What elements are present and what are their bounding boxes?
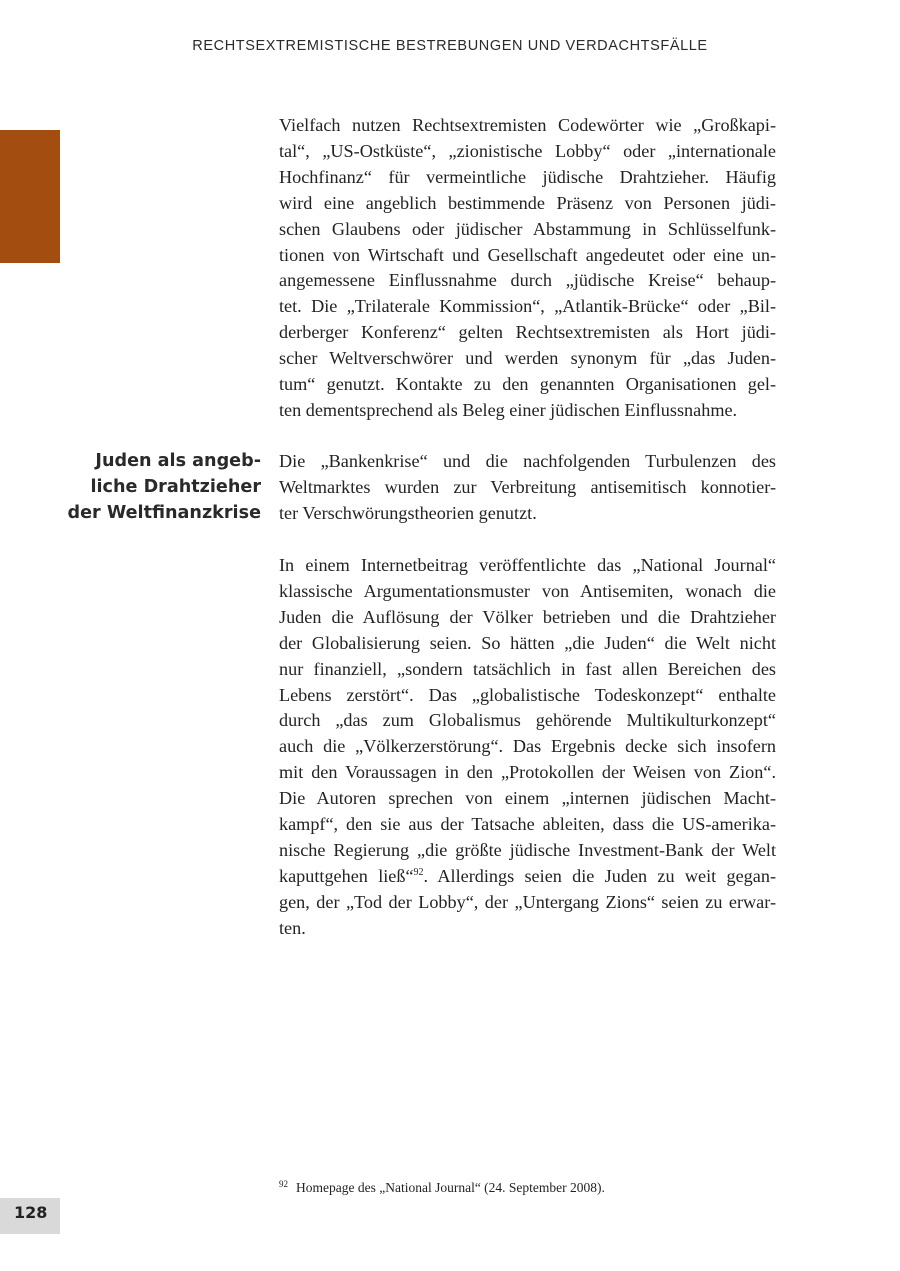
text-line: derberger Konferenz“ gelten Rechtsextremisten als Hort jüdi- <box>279 322 776 343</box>
text-line: ten. <box>279 917 306 938</box>
text-line: der Globalisierung seien. So hätten „die Juden“ die Welt nicht <box>279 632 776 653</box>
text-line: tal“, „US-Ostküste“, „zionistische Lobby“ oder „internationale <box>279 140 776 161</box>
text-line: tet. Die „Trilaterale Kommission“, „Atlantik-Brücke“ oder „Bil- <box>279 296 776 317</box>
text-line: gen, der „Tod der Lobby“, der „Untergang Zions“ seien zu erwar- <box>279 891 776 912</box>
text-line: mit den Voraussagen in den „Protokollen der Weisen von Zion“. <box>279 762 776 783</box>
running-header: RECHTSEXTREMISTISCHE BESTREBUNGEN UND VERDACHTSFÄLLE <box>192 38 708 54</box>
margin-heading-line: der Weltfinanzkrise <box>67 502 261 523</box>
text-line: Die Autoren sprechen von einem „internen jüdischen Macht- <box>279 788 776 809</box>
footnote-number: 92 <box>279 1179 288 1189</box>
text-fragment: . Allerdings seien die Juden zu weit gegan- <box>423 865 777 886</box>
margin-heading-line: liche Drahtzieher <box>90 476 261 497</box>
text-fragment: kaputtgehen ließ“ <box>279 865 414 886</box>
paragraph-codewords <box>279 113 776 424</box>
text-line: durch „das zum Globalismus gehörende Multikulturkonzept“ <box>279 710 776 731</box>
text-line: Juden die Auflösung der Völker betrieben und die Drahtzieher <box>279 606 776 627</box>
text-line: wird eine angeblich bestimmende Präsenz von Personen jüdi- <box>279 192 776 213</box>
text-line: Lebens zerstört“. Das „globalistische Todeskonzept“ enthalte <box>279 684 776 705</box>
margin-heading <box>40 449 261 527</box>
chapter-tab-marker <box>0 130 60 263</box>
text-line: schen Glaubens oder jüdischer Abstammung in Schlüsselfunk- <box>279 218 776 239</box>
text-line: Weltmarktes wurden zur Verbreitung antisemitisch konnotier- <box>279 476 776 497</box>
page-number: 128 <box>14 1203 48 1222</box>
paragraph-bankenkrise <box>279 449 776 527</box>
text-line: Vielfach nutzen Rechtsextremisten Codewörter wie „Großkapi- <box>279 115 776 135</box>
text-line: nur finanziell, „sondern tatsächlich in fast allen Bereichen des <box>279 658 776 679</box>
text-line: auch die „Völkerzerstörung“. Das Ergebnis decke sich insofern <box>279 736 776 757</box>
text-line: Hochfinanz“ für vermeintliche jüdische Drahtzieher. Häufig <box>279 166 776 187</box>
margin-heading-line: Juden als angeb- <box>95 451 261 471</box>
text-line: angemessene Einflussnahme durch „jüdische Kreise“ behaup- <box>279 270 776 291</box>
footnote-reference[interactable]: 92 <box>413 866 424 878</box>
text-line: nische Regierung „die größte jüdische Investment-Bank der Welt <box>279 839 776 860</box>
footnote <box>279 1180 605 1196</box>
text-line: kampf“, den sie aus der Tatsache ableiten, dass die US-amerika- <box>279 814 776 835</box>
text-line: In einem Internetbeitrag veröffentlichte das „National Journal“ <box>279 555 776 575</box>
text-line: scher Weltverschwörer und werden synonym für „das Juden- <box>279 348 776 369</box>
paragraph-national-journal <box>279 553 776 942</box>
text-line: tionen von Wirtschaft und Gesellschaft angedeutet oder eine un- <box>279 244 776 265</box>
text-line: klassische Argumentationsmuster von Antisemiten, wonach die <box>279 580 776 601</box>
text-line: Die „Bankenkrise“ und die nachfolgenden Turbulenzen des <box>279 451 776 471</box>
text-line: ter Verschwörungstheorien genutzt. <box>279 502 537 523</box>
text-line: tum“ genutzt. Kontakte zu den genannten Organisationen gel- <box>279 374 776 395</box>
footnote-text: Homepage des „National Journal“ (24. September 2008). <box>296 1180 605 1195</box>
text-line: ten dementsprechend als Beleg einer jüdischen Einflussnahme. <box>279 399 738 420</box>
text-line <box>279 864 776 890</box>
